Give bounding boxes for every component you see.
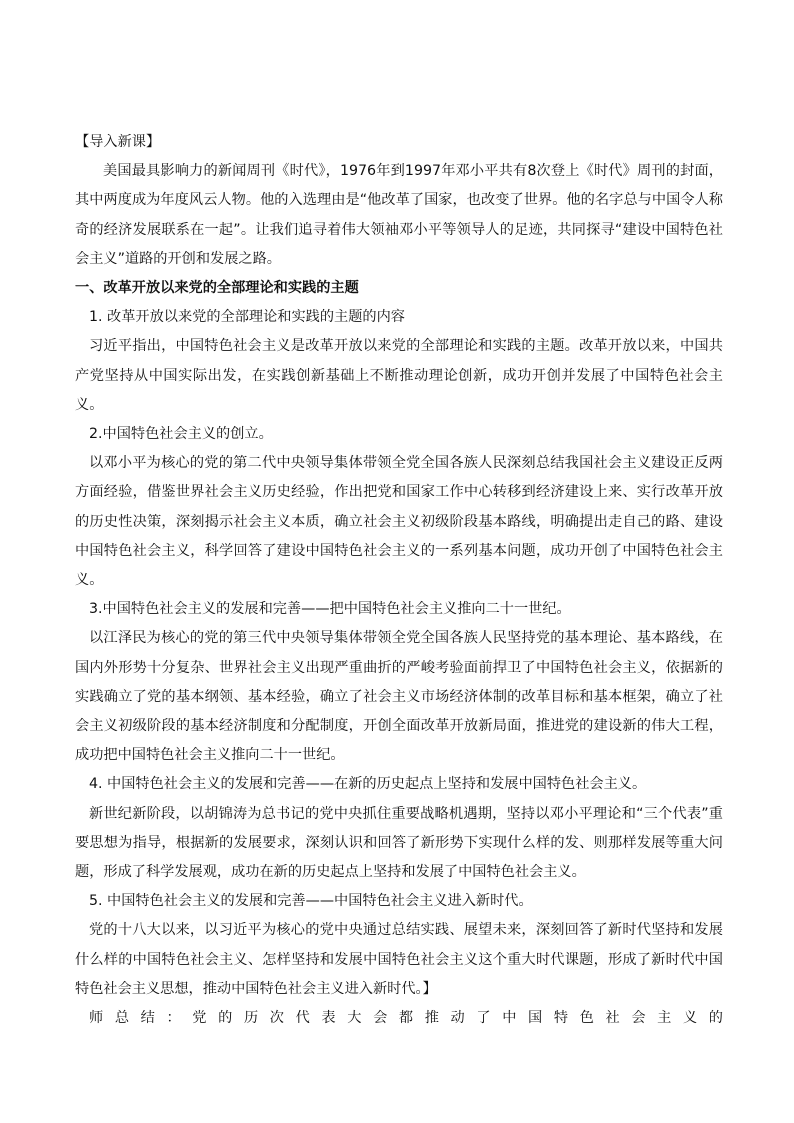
- subheading-4: 4. 中国特色社会主义的发展和完善——在新的历史起点上坚持和发展中国特色社会主义。: [89, 776, 647, 793]
- subheading-3: 3.中国特色社会主义的发展和完善——把中国特色社会主义推向二十一世纪。: [89, 601, 571, 618]
- body-paragraph-5: 党的十八大以来，以习近平为核心的党中央通过总结实践、展望未来，深刻回答了新时代坚持和发展什么样的中国特色社会主义、怎样坚持和发展中国特色社会主义这个重大时代课题，形成了新时代中国特色社会主义思想，推动中国特色社会主义进入新时代。】: [75, 922, 723, 997]
- section-heading: 一、改革开放以来党的全部理论和实践的主题: [75, 280, 359, 297]
- section-label: 【导入新课】: [75, 134, 161, 150]
- subheading-1: 1. 改革开放以来党的全部理论和实践的主题的内容: [89, 309, 405, 326]
- body-paragraph-4: 新世纪新阶段，以胡锦涛为总书记的党中央抓住重要战略机遇期，坚持以邓小平理论和“三个代表”重要思想为指导，根据新的发展要求，深刻认识和回答了新形势下实现什么样的发、则那样发展等重大问题，形成了科学发展观，成功在新的历史起点上坚持和发展了中国特色社会主义。: [75, 805, 723, 881]
- subheading-2: 2.中国特色社会主义的创立。: [89, 426, 273, 443]
- body-paragraph-1: 习近平指出，中国特色社会主义是改革开放以来党的全部理论和实践的主题。改革开放以来，中国共产党坚持从中国实际出发，在实践创新基础上不断推动理论创新，成功开创并发展了中国特色社会主义。: [75, 338, 723, 413]
- teacher-summary: 师总结：党的历次代表大会都推动了中国特色社会主义的: [89, 1010, 723, 1027]
- intro-paragraph: 美国最具影响力的新闻周刊《时代》，1976年到1997年邓小平共有8次登上《时代》周刊的封面，其中两度成为年度风云人物。他的入选理由是“他改革了国家，也改变了世界。他的名字总与中国令人称奇的经济发展联系在一起”。让我们追寻着伟大领袖邓小平等领导人的足迹，共同探寻“建设中国特色社会主义”道路的开创和发展之路。: [75, 163, 723, 267]
- body-paragraph-3: 以江泽民为核心的党的第三代中央领导集体带领全党全国各族人民坚持党的基本理论、基本路线，在国内外形势十分复杂、世界社会主义出现严重曲折的严峻考验面前捍卫了中国特色社会主义，依据新的实践确立了党的基本纲领、基本经验，确立了社会主义市场经济体制的改革目标和基本框架，确立了社会主义初级阶段的基本经济制度和分配制度，开创全面改革开放新局面，推进党的建设新的伟大工程，成功把中国特色社会主义推向二十一世纪。: [75, 630, 723, 764]
- subheading-5: 5. 中国特色社会主义的发展和完善——中国特色社会主义进入新时代。: [89, 893, 533, 910]
- document-body: [75, 128, 723, 1033]
- body-paragraph-2: 以邓小平为核心的党的第二代中央领导集体带领全党全国各族人民深刻总结我国社会主义建设正反两方面经验，借鉴世界社会主义历史经验，作出把党和国家工作中心转移到经济建设上来、实行改革开放的历史性决策，深刻揭示社会主义本质，确立社会主义初级阶段基本路线，明确提出走自己的路、建设中国特色社会主义，科学回答了建设中国特色社会主义的一系列基本问题，成功开创了中国特色社会主义。: [75, 455, 723, 589]
